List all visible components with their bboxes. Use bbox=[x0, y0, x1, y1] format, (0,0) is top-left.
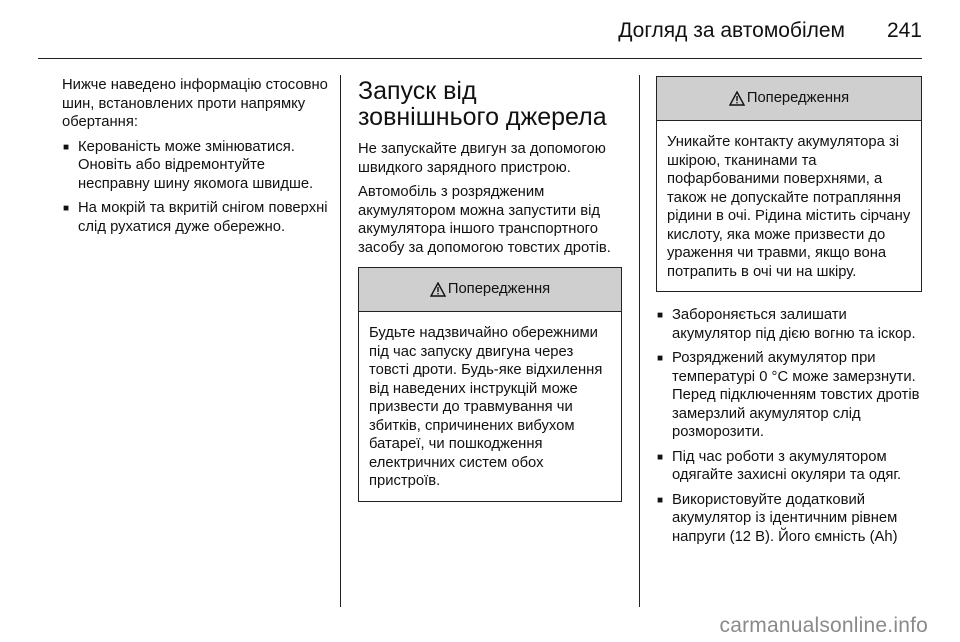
column-divider-2 bbox=[639, 75, 640, 607]
section-heading bbox=[358, 78, 622, 130]
page-number: 241 bbox=[886, 19, 922, 42]
warning-box bbox=[358, 267, 622, 502]
list-item bbox=[656, 306, 922, 343]
paragraph: Автомобіль з розрядженим акумулятором можна запустити від акумулятора іншого транспортного засобу за допомогою товстих дротів. bbox=[358, 184, 611, 256]
paragraph: Не запускайте двигун за допомогою швидкого зарядного пристрою. bbox=[358, 141, 606, 176]
warning-text: Уникайте контакту акумулятора зі шкірою, тканинами та пофарбованими поверхнями, а також не допускайте потрапляння рідини в очі. Рідина містить сірчану кислоту, яка може призвести до ураження чи травми, якщо вона потрапить в очі чи на шкіру. bbox=[667, 134, 911, 280]
warning-title: Попередження bbox=[447, 281, 551, 298]
square-bullet-icon: ■ bbox=[657, 451, 664, 463]
list-item bbox=[62, 199, 332, 236]
list-item bbox=[62, 138, 332, 194]
watermark: carmanualsonline.info bbox=[719, 614, 928, 637]
list-item bbox=[656, 448, 922, 485]
warning-header bbox=[359, 268, 621, 312]
warning-title: Попередження bbox=[746, 90, 850, 107]
header-title: Догляд за автомобілем bbox=[618, 19, 845, 42]
square-bullet-icon: ■ bbox=[63, 203, 70, 214]
square-bullet-icon: ■ bbox=[63, 141, 70, 153]
header-rule bbox=[38, 58, 922, 59]
list-item-text: На мокрій та вкритій снігом поверхні слід рухатися дуже обережно. bbox=[78, 200, 328, 235]
section-heading-line-2: зовнішнього джерела bbox=[358, 103, 607, 131]
column-1 bbox=[62, 76, 332, 242]
list-item-text: Використовуйте додатковий акумулятор із ідентичним рівнем напруги (12 В). Його ємність (Ah) bbox=[672, 491, 898, 545]
list-item-text: Забороняється залишати акумулятор під дією вогню та іскор. bbox=[672, 307, 916, 342]
intro-text: Нижче наведено інформацію стосовно шин, встановлених проти напрямку обертання: bbox=[62, 77, 328, 130]
list-item-text: Розряджений акумулятор при температурі 0 °C може замерзнути. Перед підключенням товстих дротів замерзлий акумулятор слід розморозити. bbox=[672, 350, 920, 440]
square-bullet-icon: ■ bbox=[657, 353, 664, 364]
list-item-text: Керованість може змінюватися. Оновіть або відремонтуйте несправну шину якомога швидше. bbox=[78, 138, 314, 192]
list-item-text: Під час роботи з акумулятором одягайте захисні окуляри та одяг. bbox=[672, 448, 902, 483]
square-bullet-icon: ■ bbox=[657, 310, 664, 321]
column-2 bbox=[358, 76, 622, 516]
warning-header bbox=[657, 77, 921, 121]
warning-triangle-icon bbox=[430, 282, 446, 297]
column-divider-1 bbox=[340, 75, 341, 607]
warning-box bbox=[656, 76, 922, 292]
section-heading-line-1: Запуск від bbox=[358, 77, 477, 105]
list-item bbox=[656, 349, 922, 442]
square-bullet-icon: ■ bbox=[657, 494, 664, 506]
column-3 bbox=[656, 76, 922, 552]
warning-triangle-icon bbox=[729, 91, 745, 106]
warning-text: Будьте надзвичайно обережними під час запуску двигуна через товсті дроти. Будь-яке відхилення від наведених інструкцій може призвести до травмування чи збитків, спричинених вибухом батареї, чи пошкодження електричних систем обох пристроїв. bbox=[369, 325, 603, 489]
list-item bbox=[656, 491, 922, 547]
